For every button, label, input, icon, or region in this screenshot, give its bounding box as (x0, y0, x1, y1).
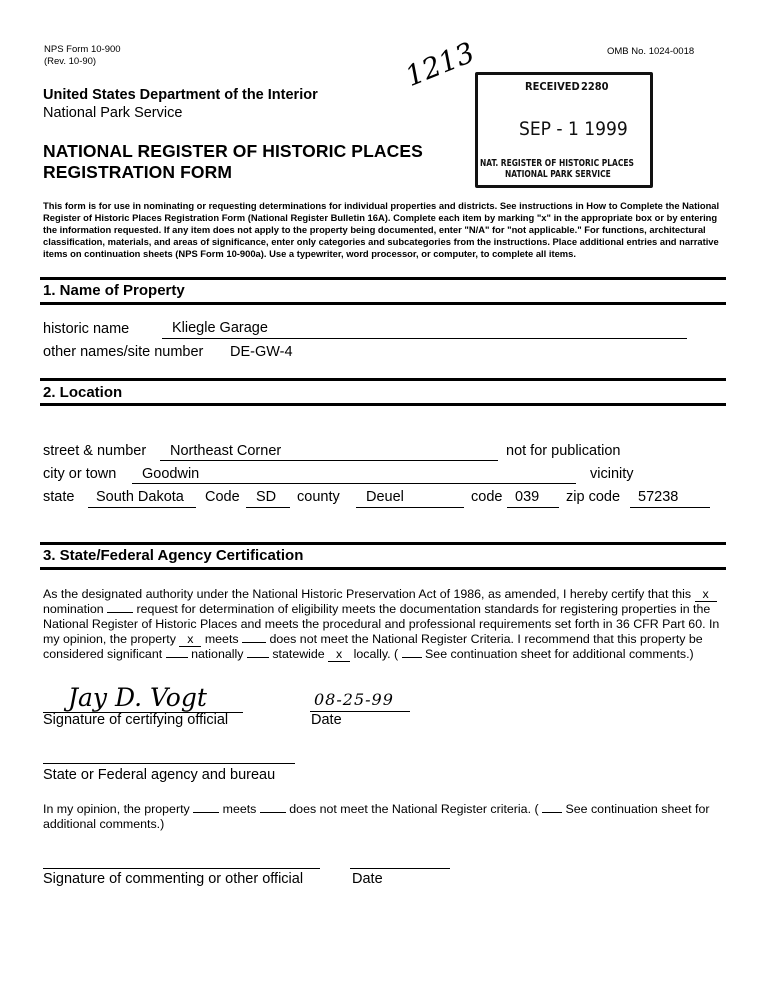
does-not-meet-checkbox[interactable] (242, 642, 266, 643)
section2-title: 2. Location (43, 384, 123, 401)
other-names-label: other names/site number (43, 344, 204, 360)
zip-label: zip code (566, 489, 621, 505)
section1-top-rule (40, 277, 726, 280)
not-for-publication-label: not for publication (506, 443, 621, 459)
handwritten-reference-number: 1213 (400, 35, 480, 93)
locally-label: locally. ( (353, 646, 399, 661)
stamp-received: RECEIVED (525, 80, 580, 93)
zip-line (630, 507, 710, 508)
opinion-paragraph (43, 802, 728, 832)
stamp-date: SEP - 1 1999 (519, 118, 628, 140)
section3-top-rule (40, 542, 726, 545)
certifying-official-signature: Jay D. Vogt (68, 683, 207, 712)
street-line (160, 460, 498, 461)
department-name: United States Department of the Interior (43, 87, 318, 103)
meets-label: meets (204, 631, 239, 646)
county-code-value[interactable]: 039 (515, 489, 540, 505)
opinion-meets-checkbox[interactable] (193, 812, 219, 813)
certification-date-handwritten: 08-25-99 (314, 690, 394, 709)
county-label: county (297, 489, 340, 505)
form-subtitle: REGISTRATION FORM (43, 162, 233, 182)
stamp-org-line2: NATIONAL PARK SERVICE (505, 169, 611, 180)
opinion-does-not-meet-checkbox[interactable] (260, 812, 286, 813)
city-line (132, 483, 576, 484)
section2-top-rule (40, 378, 726, 381)
city-value[interactable]: Goodwin (142, 466, 200, 482)
form-number: NPS Form 10-900 (44, 44, 121, 55)
nomination-label: nomination (43, 602, 104, 616)
form-title: NATIONAL REGISTER OF HISTORIC PLACES (43, 141, 423, 161)
county-code-label: code (471, 489, 503, 505)
state-code-value[interactable]: SD (256, 489, 277, 505)
statewide-label: statewide (272, 646, 325, 661)
continuation-checkbox-1[interactable] (402, 657, 422, 658)
county-value[interactable]: Deuel (366, 489, 404, 505)
certification-text-a: As the designated authority under the National Historic Preservation Act of 1986, as amended, I hereby certify that this (43, 587, 692, 601)
request-checkbox[interactable] (107, 612, 133, 613)
historic-name-value[interactable]: Kliegle Garage (172, 320, 268, 336)
commenting-signature-label: Signature of commenting or other official (43, 871, 304, 887)
state-code-label: Code (205, 489, 240, 505)
nationally-label: nationally (191, 646, 244, 661)
signature-label: Signature of certifying official (43, 712, 229, 728)
stamp-org-line1: NAT. REGISTER OF HISTORIC PLACES (480, 158, 634, 169)
nationally-checkbox[interactable] (166, 657, 188, 658)
opinion-text-a: In my opinion, the property (43, 802, 190, 816)
historic-name-line (162, 338, 687, 339)
street-label: street & number (43, 443, 147, 459)
section1-bottom-rule (40, 302, 726, 305)
agency-label: State or Federal agency and bureau (43, 767, 276, 783)
statewide-checkbox[interactable] (247, 657, 269, 658)
continuation-checkbox-2[interactable] (542, 812, 562, 813)
city-label: city or town (43, 466, 117, 482)
zip-value[interactable]: 57238 (638, 489, 679, 505)
certification-text-b: request for determination of eligibility meets the documentation standards for registering properties in the National Register of Historic Places and meets the procedural and professional requirements set forth in 36 CFR Part 60. In my opinion, the property (43, 602, 720, 646)
county-code-line (507, 507, 559, 508)
state-code-line (246, 507, 290, 508)
section1-title: 1. Name of Property (43, 282, 185, 299)
section3-bottom-rule (40, 567, 726, 570)
date-label: Date (311, 712, 342, 728)
state-value[interactable]: South Dakota (96, 489, 184, 505)
meets-checkbox[interactable]: x (179, 633, 201, 647)
state-label: state (43, 489, 75, 505)
section2-bottom-rule (40, 403, 726, 406)
commenting-date-line (350, 868, 450, 869)
section3-title: 3. State/Federal Agency Certification (43, 547, 304, 564)
certification-text-c: does not meet the National Register Criteria. I recommend that this property be considered significant (43, 631, 703, 661)
opinion-meets-label: meets (222, 802, 257, 816)
commenting-signature-line (43, 868, 320, 869)
vicinity-label: vicinity (590, 466, 634, 482)
certification-text-d: See continuation sheet for additional comments.) (425, 646, 694, 661)
service-name: National Park Service (43, 105, 183, 121)
agency-line (43, 763, 295, 764)
nomination-checkbox[interactable]: x (695, 588, 717, 602)
form-revision: (Rev. 10-90) (44, 56, 97, 67)
street-value[interactable]: Northeast Corner (170, 443, 282, 459)
other-names-value[interactable]: DE-GW-4 (230, 344, 293, 360)
opinion-text-b: does not meet the National Register criteria. ( (289, 802, 539, 816)
county-line (356, 507, 464, 508)
historic-name-label: historic name (43, 321, 130, 337)
certification-paragraph (43, 587, 728, 662)
commenting-date-label: Date (352, 871, 383, 887)
omb-number: OMB No. 1024-0018 (607, 46, 695, 57)
opinion-text-c: See continuation sheet for additional comments.) (43, 802, 710, 831)
state-line (88, 507, 196, 508)
stamp-number: 2280 (581, 80, 609, 93)
form-instructions: This form is for use in nominating or requesting determinations for individual properties and districts. See instructions in How to Complete the National Register of Historic Places Registration Form (National Register Bulletin 16A). Complete each item by marking "x" in the appropriate box or by entering the information requested. If any item does not apply to the property being documented, enter "N/A" for "not applicable." For functions, architectural classification, materials, and areas of significance, enter only categories and subcategories from the instructions. Place additional entries and narrative items on continuation sheets (NPS Form 10-900a). Use a typewriter, word processor, or computer, to complete all items. (43, 200, 720, 259)
locally-checkbox[interactable]: x (328, 648, 350, 662)
